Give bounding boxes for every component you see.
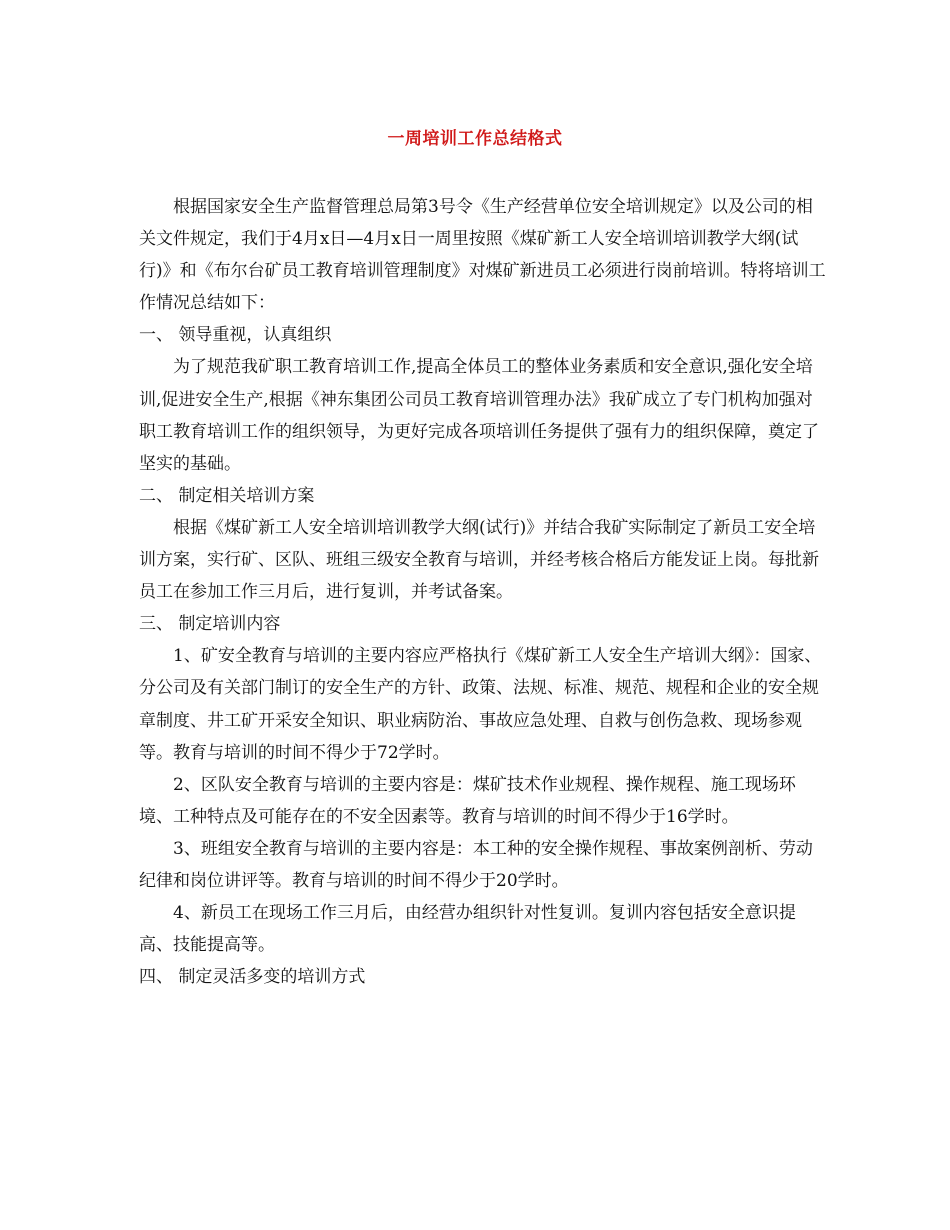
list-item-3: 3、班组安全教育与培训的主要内容是：本工种的安全操作规程、事故案例剖析、劳动纪律和岗位讲评等。教育与培训的时间不得少于20学时。 [139, 838, 813, 891]
section-heading-4: 四、 制定灵活多变的培训方式 [139, 967, 366, 988]
document-title: 一周培训工作总结格式 [387, 129, 563, 149]
section-paragraph-2: 根据《煤矿新工人安全培训培训教学大纲(试行)》并结合我矿实际制定了新员工安全培训方案，实行矿、区队、班组三级安全教育与培训，并经考核合格后方能发证上岗。每批新员工在参加工作三月后，进行复训，并考试备案。 [139, 517, 819, 603]
list-item-2: 2、区队安全教育与培训的主要内容是：煤矿技术作业规程、操作规程、施工现场环境、工种特点及可能存在的不安全因素等。教育与培训的时间不得少于16学时。 [139, 774, 796, 827]
document-body [139, 191, 829, 993]
section-paragraph-1: 为了规范我矿职工教育培训工作,提高全体员工的整体业务素质和安全意识,强化安全培训,促进安全生产,根据《神东集团公司员工教育培训管理办法》我矿成立了专门机构加强对职工教育培训工作的组织领导，为更好完成各项培训任务提供了强有力的组织保障，奠定了坚实的基础。 [139, 357, 819, 474]
intro-paragraph: 根据国家安全生产监督管理总局第3号令《生产经营单位安全培训规定》以及公司的相关文件规定，我们于4月x日—4月x日一周里按照《煤矿新工人安全培训培训教学大纲(试行)》和《布尔台矿员工教育培训管理制度》对煤矿新进员工必须进行岗前培训。特将培训工作情况总结如下： [139, 197, 826, 314]
list-item-1: 1、矿安全教育与培训的主要内容应严格执行《煤矿新工人安全生产培训大纲》：国家、分公司及有关部门制订的安全生产的方针、政策、法规、标准、规范、规程和企业的安全规章制度、井工矿开采安全知识、职业病防治、事故应急处理、自救与创伤急救、现场参观等。教育与培训的时间不得少于72学时。 [139, 646, 822, 763]
section-heading-1: 一、 领导重视，认真组织 [139, 325, 332, 346]
section-heading-2: 二、 制定相关培训方案 [139, 485, 315, 506]
list-item-4: 4、新员工在现场工作三月后，由经营办组织针对性复训。复训内容包括安全意识提高、技能提高等。 [139, 903, 796, 956]
section-heading-3: 三、 制定培训内容 [139, 614, 281, 635]
